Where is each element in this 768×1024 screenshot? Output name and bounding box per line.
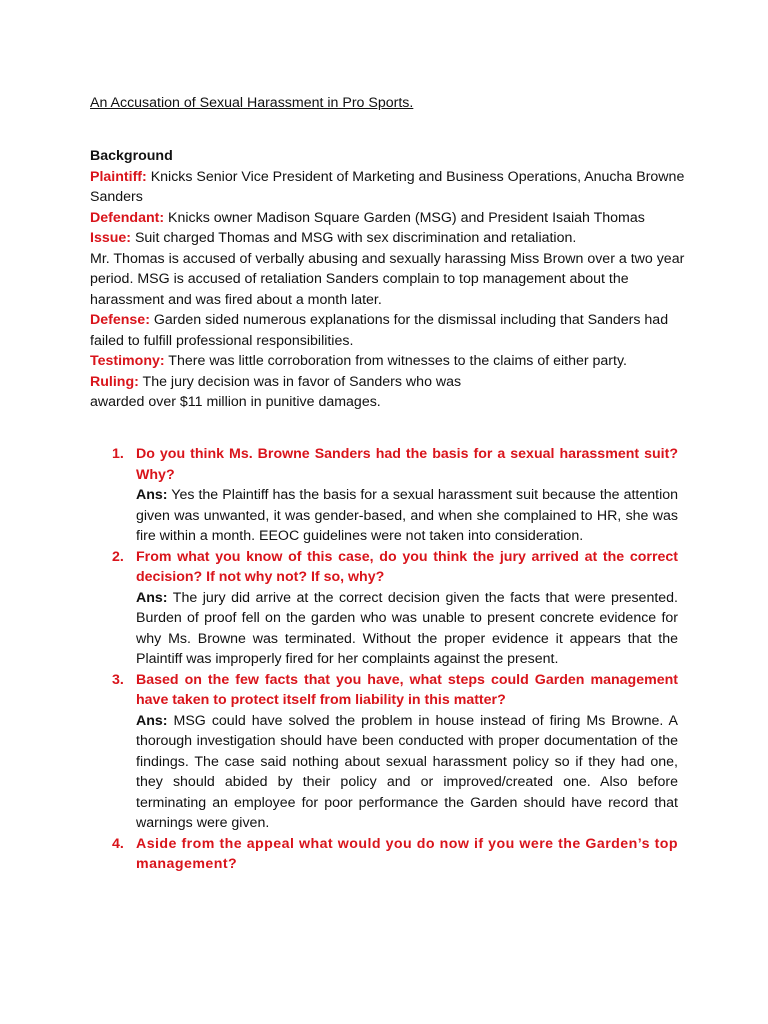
answer-body: Yes the Plaintiff has the basis for a sexual harassment suit because the attention given was unwanted, it was gender-based, and when she complained to HR, she was fire within a month. EEOC guidelines were not taken into consideration. (136, 487, 678, 544)
defense-label: Defense: (90, 312, 150, 328)
defendant-label: Defendant: (90, 209, 165, 226)
defense-text: Garden sided numerous explanations for the dismissal including that Sanders had failed to fulfill professional responsibilities. (90, 312, 669, 349)
testimony-text: There was little corroboration from witnesses to the claims of either party. (164, 353, 627, 369)
answer-body: MSG could have solved the problem in house instead of firing Ms Browne. A thorough investigation should have been conducted with proper documentation of the findings. The case said nothing about sexual harassment policy so if they had one, they should abided by their policy and or improved/created one. Also before terminating an employee for poor performance the Garden should have record that warnings were given. (136, 712, 678, 831)
plaintiff-line (90, 167, 690, 208)
issue-label: Issue: (90, 230, 132, 246)
ruling-line (90, 372, 690, 393)
ruling-text: The jury decision was in favor of Sanders who was (138, 373, 462, 390)
answer-label: Ans: (136, 712, 168, 729)
question-text: From what you know of this case, do you think the jury arrived at the correct decision? If not why not? If so, why? (136, 548, 678, 585)
question-list (112, 444, 678, 875)
answer-body: The jury did arrive at the correct decision given the facts that were presented. Burden of proof fell on the garden who was unable to present concrete evidence for why Ms. Browne was terminated. Without the proper evidence it appears that the Plaintiff was improperly fired for her complaints against the present. (136, 589, 678, 667)
question-item (112, 444, 678, 547)
plaintiff-label: Plaintiff: (90, 168, 147, 185)
testimony-label: Testimony: (90, 353, 165, 369)
background-heading: Background (90, 148, 173, 164)
answer-text (136, 588, 678, 670)
issue-text: Suit charged Thomas and MSG with sex discrimination and retaliation. (131, 230, 577, 246)
question-number: 4. (112, 835, 124, 852)
question-number: 3. (112, 671, 124, 688)
question-text: Based on the few facts that you have, what steps could Garden management have taken to protect itself from liability in this matter? (136, 671, 678, 708)
answer-text (136, 485, 678, 547)
defendant-line (90, 208, 690, 229)
issue-line (90, 228, 690, 249)
testimony-line (90, 351, 690, 372)
document-title: An Accusation of Sexual Harassment in Pro Sports. (90, 95, 414, 111)
question-text: Do you think Ms. Browne Sanders had the basis for a sexual harassment suit? Why? (136, 446, 678, 483)
question-item (112, 834, 678, 875)
question-item (112, 547, 678, 670)
question-text: Aside from the appeal what would you do now if you were the Garden’s top management? (136, 835, 678, 872)
question-number: 1. (112, 446, 124, 462)
defendant-text: Knicks owner Madison Square Garden (MSG) and President Isaiah Thomas (164, 209, 645, 226)
plaintiff-text: Knicks Senior Vice President of Marketing and Business Operations, Anucha Browne Sanders (90, 168, 685, 205)
defense-line (90, 310, 690, 351)
question-number: 2. (112, 548, 124, 565)
answer-text (136, 711, 678, 834)
ruling-label: Ruling: (90, 373, 139, 390)
background-section (90, 146, 690, 413)
question-item (112, 670, 678, 834)
answer-label: Ans: (136, 487, 168, 503)
ruling-continued: awarded over $11 million in punitive damages. (90, 394, 381, 410)
issue-detail: Mr. Thomas is accused of verbally abusing and sexually harassing Miss Brown over a two year period. MSG is accused of retaliation Sanders complain to top management about the harassment and was fired about a month later. (90, 250, 685, 308)
answer-label: Ans: (136, 589, 168, 606)
